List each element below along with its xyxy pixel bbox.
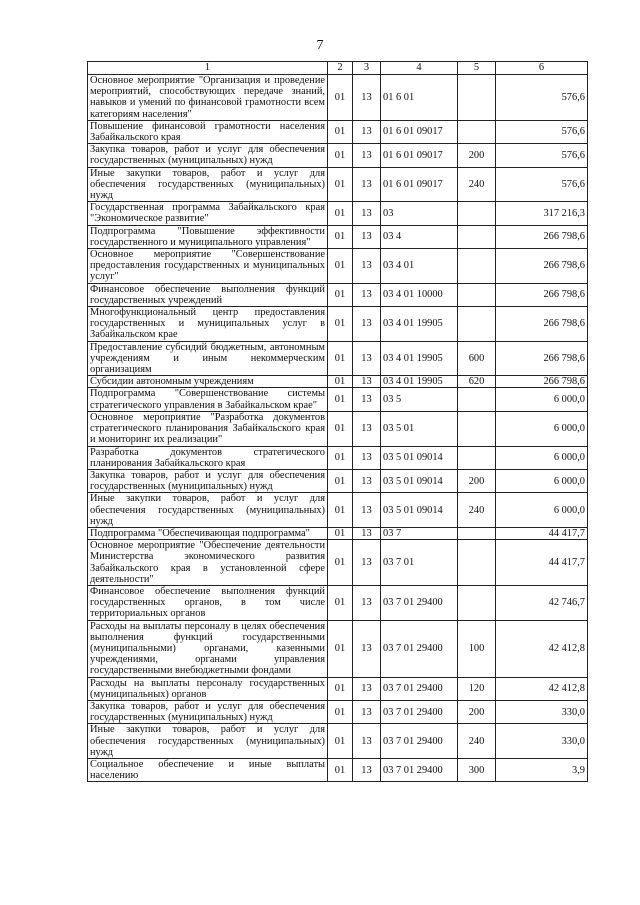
row-expense-type-cell [458,120,496,143]
row-target-code-cell: 03 4 01 19905 [381,307,458,342]
row-target-code-cell: 01 6 01 09017 [381,144,458,167]
table-row [88,527,588,539]
row-amount-cell: 266 798,6 [496,225,588,248]
row-target-code-cell: 03 5 [381,388,458,411]
row-section-cell: 01 [328,249,353,284]
row-target-code-cell: 03 4 01 19905 [381,341,458,376]
table-row [88,144,588,167]
row-section-cell: 01 [328,620,353,677]
row-expense-type-cell [458,249,496,284]
row-subsection-cell: 13 [353,341,381,376]
row-name-cell: Повышение финансовой грамотности населения Забайкальского края [88,120,328,143]
row-subsection-cell: 13 [353,724,381,759]
row-target-code-cell: 01 6 01 09017 [381,120,458,143]
table-row [88,225,588,248]
row-target-code-cell: 03 7 01 29400 [381,700,458,723]
row-expense-type-cell [458,585,496,620]
row-subsection-cell: 13 [353,620,381,677]
row-subsection-cell: 13 [353,700,381,723]
row-name-cell: Финансовое обеспечение выполнения функций государственных органов, в том числе территориальных органов [88,585,328,620]
row-amount-cell: 6 000,0 [496,469,588,492]
row-section-cell: 01 [328,225,353,248]
row-target-code-cell: 03 7 01 29400 [381,585,458,620]
row-expense-type-cell [458,446,496,469]
table-row [88,620,588,677]
row-amount-cell: 42 412,8 [496,620,588,677]
row-name-cell: Предоставление субсидий бюджетным, автономным учреждениям и иным некоммерческим организациям [88,341,328,376]
row-section-cell: 01 [328,540,353,586]
row-expense-type-cell [458,283,496,306]
table-row [88,376,588,388]
row-target-code-cell: 01 6 01 09017 [381,167,458,202]
row-section-cell: 01 [328,307,353,342]
table-row [88,677,588,700]
header-cell-2: 2 [328,62,353,75]
row-amount-cell: 6 000,0 [496,388,588,411]
row-section-cell: 01 [328,446,353,469]
table-row [88,446,588,469]
row-amount-cell: 576,6 [496,144,588,167]
row-expense-type-cell [458,527,496,539]
row-subsection-cell: 13 [353,411,381,446]
row-target-code-cell: 03 5 01 [381,411,458,446]
row-target-code-cell: 03 7 01 29400 [381,724,458,759]
row-name-cell: Закупка товаров, работ и услуг для обеспечения государственных (муниципальных) нужд [88,144,328,167]
row-amount-cell: 6 000,0 [496,446,588,469]
row-amount-cell: 44 417,7 [496,527,588,539]
row-subsection-cell: 13 [353,388,381,411]
table-row [88,585,588,620]
row-subsection-cell: 13 [353,540,381,586]
row-amount-cell: 6 000,0 [496,493,588,528]
row-subsection-cell: 13 [353,307,381,342]
row-amount-cell: 266 798,6 [496,249,588,284]
table-row [88,758,588,781]
row-section-cell: 01 [328,120,353,143]
table-row [88,411,588,446]
row-amount-cell: 266 798,6 [496,376,588,388]
row-name-cell: Иные закупки товаров, работ и услуг для обеспечения государственных (муниципальных) нужд [88,167,328,202]
table-row [88,249,588,284]
row-expense-type-cell: 120 [458,677,496,700]
row-expense-type-cell [458,540,496,586]
row-target-code-cell: 03 4 01 10000 [381,283,458,306]
row-name-cell: Социальное обеспечение и иные выплаты населению [88,758,328,781]
row-subsection-cell: 13 [353,144,381,167]
row-expense-type-cell: 200 [458,469,496,492]
row-section-cell: 01 [328,758,353,781]
page-number: 7 [316,38,324,53]
header-row [88,62,588,75]
row-name-cell: Подпрограмма "Повышение эффективности государственного и муниципального управления" [88,225,328,248]
row-expense-type-cell [458,411,496,446]
row-expense-type-cell: 240 [458,167,496,202]
row-amount-cell: 44 417,7 [496,540,588,586]
row-section-cell: 01 [328,283,353,306]
row-subsection-cell: 13 [353,376,381,388]
table-row [88,540,588,586]
row-target-code-cell: 03 4 01 19905 [381,376,458,388]
row-name-cell: Разработка документов стратегического планирования Забайкальского края [88,446,328,469]
row-expense-type-cell: 200 [458,700,496,723]
row-section-cell: 01 [328,493,353,528]
row-amount-cell: 576,6 [496,75,588,121]
table-row [88,493,588,528]
row-section-cell: 01 [328,341,353,376]
table-row [88,75,588,121]
row-subsection-cell: 13 [353,677,381,700]
row-subsection-cell: 13 [353,446,381,469]
row-subsection-cell: 13 [353,225,381,248]
row-name-cell: Основное мероприятие "Совершенствование предоставления государственных и муниципальных услуг" [88,249,328,284]
row-expense-type-cell [458,225,496,248]
row-amount-cell: 330,0 [496,700,588,723]
row-subsection-cell: 13 [353,249,381,284]
row-section-cell: 01 [328,411,353,446]
row-subsection-cell: 13 [353,493,381,528]
header-cell-5: 5 [458,62,496,75]
row-section-cell: 01 [328,700,353,723]
row-section-cell: 01 [328,144,353,167]
row-amount-cell: 317 216,3 [496,202,588,225]
row-expense-type-cell: 620 [458,376,496,388]
row-name-cell: Расходы на выплаты персоналу государственных (муниципальных) органов [88,677,328,700]
row-target-code-cell: 03 7 01 [381,540,458,586]
row-section-cell: 01 [328,469,353,492]
row-target-code-cell: 03 7 01 29400 [381,677,458,700]
row-name-cell: Подпрограмма "Обеспечивающая подпрограмма" [88,527,328,539]
row-subsection-cell: 13 [353,527,381,539]
header-cell-1: 1 [88,62,328,75]
table-row [88,307,588,342]
row-section-cell: 01 [328,75,353,121]
row-name-cell: Закупка товаров, работ и услуг для обеспечения государственных (муниципальных) нужд [88,469,328,492]
row-name-cell: Финансовое обеспечение выполнения функций государственных учреждений [88,283,328,306]
header-cell-3: 3 [353,62,381,75]
row-target-code-cell: 03 4 [381,225,458,248]
row-section-cell: 01 [328,677,353,700]
row-expense-type-cell [458,75,496,121]
table-row [88,202,588,225]
row-section-cell: 01 [328,724,353,759]
row-section-cell: 01 [328,376,353,388]
header-cell-4: 4 [381,62,458,75]
row-subsection-cell: 13 [353,167,381,202]
row-target-code-cell: 01 6 01 [381,75,458,121]
row-expense-type-cell: 240 [458,493,496,528]
row-subsection-cell: 13 [353,202,381,225]
row-name-cell: Многофункциональный центр предоставления государственных и муниципальных услуг в Забайкальском крае [88,307,328,342]
row-expense-type-cell [458,307,496,342]
row-amount-cell: 330,0 [496,724,588,759]
header-cell-6: 6 [496,62,588,75]
row-target-code-cell: 03 7 01 29400 [381,758,458,781]
row-target-code-cell: 03 5 01 09014 [381,469,458,492]
row-target-code-cell: 03 7 01 29400 [381,620,458,677]
row-amount-cell: 266 798,6 [496,307,588,342]
table-row [88,388,588,411]
row-expense-type-cell: 100 [458,620,496,677]
row-target-code-cell: 03 7 [381,527,458,539]
table-body [88,75,588,782]
table-row [88,120,588,143]
row-target-code-cell: 03 5 01 09014 [381,493,458,528]
row-expense-type-cell: 240 [458,724,496,759]
budget-table [87,61,588,782]
row-expense-type-cell: 200 [458,144,496,167]
row-section-cell: 01 [328,167,353,202]
row-section-cell: 01 [328,527,353,539]
row-name-cell: Иные закупки товаров, работ и услуг для обеспечения государственных (муниципальных) нужд [88,724,328,759]
row-name-cell: Основное мероприятие "Разработка документов стратегического планирования Забайкальского края и мониторинг их реализации" [88,411,328,446]
row-target-code-cell: 03 [381,202,458,225]
row-amount-cell: 3,9 [496,758,588,781]
table-row [88,167,588,202]
row-target-code-cell: 03 4 01 [381,249,458,284]
row-amount-cell: 576,6 [496,167,588,202]
row-section-cell: 01 [328,585,353,620]
row-subsection-cell: 13 [353,120,381,143]
row-target-code-cell: 03 5 01 09014 [381,446,458,469]
row-amount-cell: 266 798,6 [496,341,588,376]
table-row [88,700,588,723]
row-subsection-cell: 13 [353,283,381,306]
table-row [88,341,588,376]
row-expense-type-cell: 600 [458,341,496,376]
row-name-cell: Расходы на выплаты персоналу в целях обеспечения выполнения функций государственными (муниципальными) органами, казенными учреждениями, органами управления государственными внебюджетными фондами [88,620,328,677]
row-section-cell: 01 [328,388,353,411]
row-amount-cell: 42 412,8 [496,677,588,700]
row-subsection-cell: 13 [353,585,381,620]
row-name-cell: Основное мероприятие "Организация и проведение мероприятий, способствующих передаче знаний, навыков и умений по финансовой грамотности всем категориям населения" [88,75,328,121]
row-name-cell: Подпрограмма "Совершенствование системы стратегического управления в Забайкальском крае" [88,388,328,411]
row-subsection-cell: 13 [353,469,381,492]
row-expense-type-cell [458,388,496,411]
row-subsection-cell: 13 [353,75,381,121]
row-name-cell: Иные закупки товаров, работ и услуг для обеспечения государственных (муниципальных) нужд [88,493,328,528]
row-expense-type-cell: 300 [458,758,496,781]
row-name-cell: Субсидии автономным учреждениям [88,376,328,388]
row-amount-cell: 576,6 [496,120,588,143]
table-row [88,283,588,306]
row-amount-cell: 42 746,7 [496,585,588,620]
table-row [88,469,588,492]
row-amount-cell: 6 000,0 [496,411,588,446]
table-row [88,724,588,759]
row-name-cell: Государственная программа Забайкальского края "Экономическое развитие" [88,202,328,225]
row-subsection-cell: 13 [353,758,381,781]
row-amount-cell: 266 798,6 [496,283,588,306]
row-name-cell: Основное мероприятие "Обеспечение деятельности Министерства экономического развития Забайкальского края в установленной сфере деятельности" [88,540,328,586]
row-expense-type-cell [458,202,496,225]
row-name-cell: Закупка товаров, работ и услуг для обеспечения государственных (муниципальных) нужд [88,700,328,723]
row-section-cell: 01 [328,202,353,225]
